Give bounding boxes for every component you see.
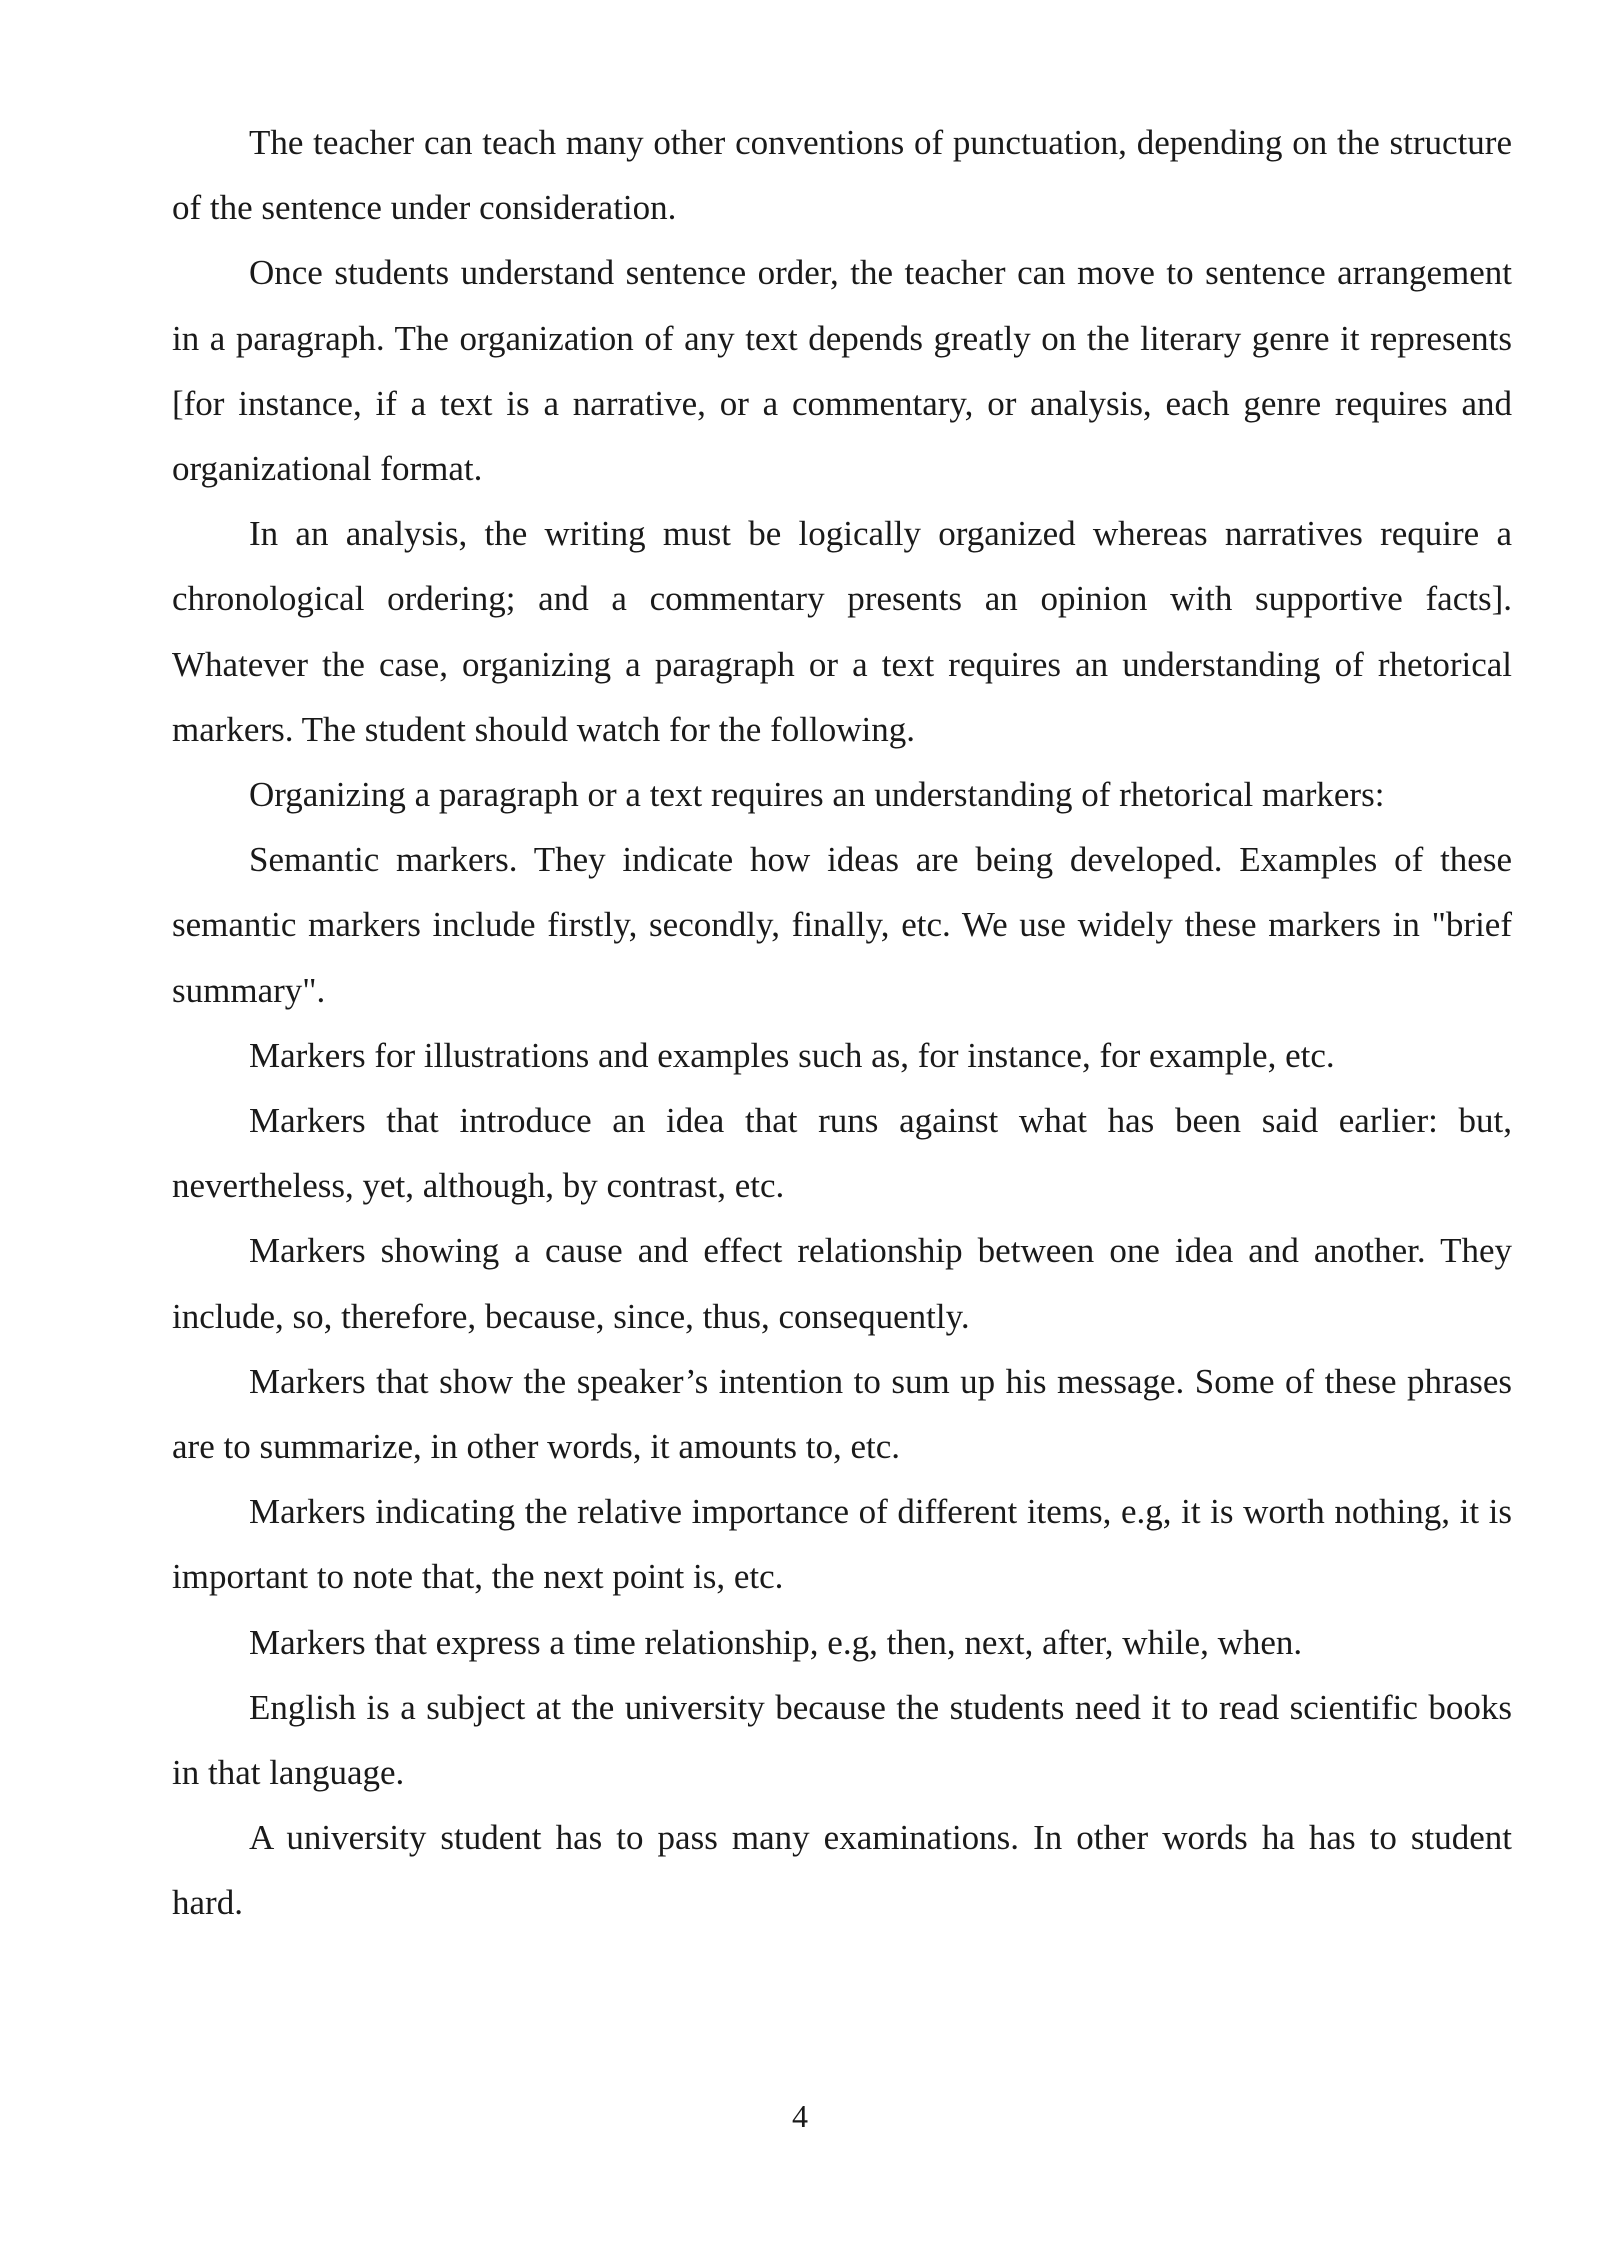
paragraph-cause-effect-markers: Markers showing a cause and effect relationship between one idea and another. They include, so, therefore, because, since, thus, consequently.: [172, 1231, 1512, 1336]
paragraph-examination-example: A university student has to pass many examinations. In other words ha has to student hard.: [172, 1818, 1512, 1923]
paragraph-rhetorical-markers-intro: Organizing a paragraph or a text requires an understanding of rhetorical markers:: [249, 775, 1385, 815]
paragraph-analysis-organization: In an analysis, the writing must be logically organized whereas narratives require a chronological ordering; and a commentary presents an opinion with supportive facts]. Whatever the case, organizing a paragraph or a text requires an understanding of rhetorical markers. The student should watch for the following.: [172, 514, 1512, 749]
paragraph-importance-markers: Markers indicating the relative importance of different items, e.g, it is worth nothing, it is important to note that, the next point is, etc.: [172, 1492, 1512, 1597]
paragraph-english-example: English is a subject at the university because the students need it to read scientific books in that language.: [172, 1687, 1512, 1793]
paragraph-sentence-arrangement: Once students understand sentence order, the teacher can move to sentence arrangement in a paragraph. The organization of any text depends greatly on the literary genre it represents [for instance, if a text is a narrative, or a commentary, or analysis, each genre requires and organizational format.: [172, 253, 1512, 489]
page-number: 4: [792, 2098, 808, 2134]
paragraph-summary-markers: Markers that show the speaker’s intention to sum up his message. Some of these phrases are to summarize, in other words, it amounts to, etc.: [172, 1361, 1512, 1467]
paragraph-semantic-markers: Semantic markers. They indicate how ideas are being developed. Examples of these semantic markers include firstly, secondly, finally, etc. We use widely these markers in "brief summary".: [172, 840, 1512, 1010]
paragraph-illustration-markers: Markers for illustrations and examples such as, for instance, for example, etc.: [249, 1035, 1335, 1075]
body-text: [172, 110, 1512, 1936]
paragraph-time-markers: Markers that express a time relationship, e.g, then, next, after, while, when.: [249, 1622, 1303, 1662]
paragraph-contrast-markers: Markers that introduce an idea that runs against what has been said earlier: but, nevertheless, yet, although, by contrast, etc.: [172, 1101, 1512, 1206]
paragraph-punctuation-conventions: The teacher can teach many other conventions of punctuation, depending on the structure of the sentence under consideration.: [172, 123, 1512, 228]
